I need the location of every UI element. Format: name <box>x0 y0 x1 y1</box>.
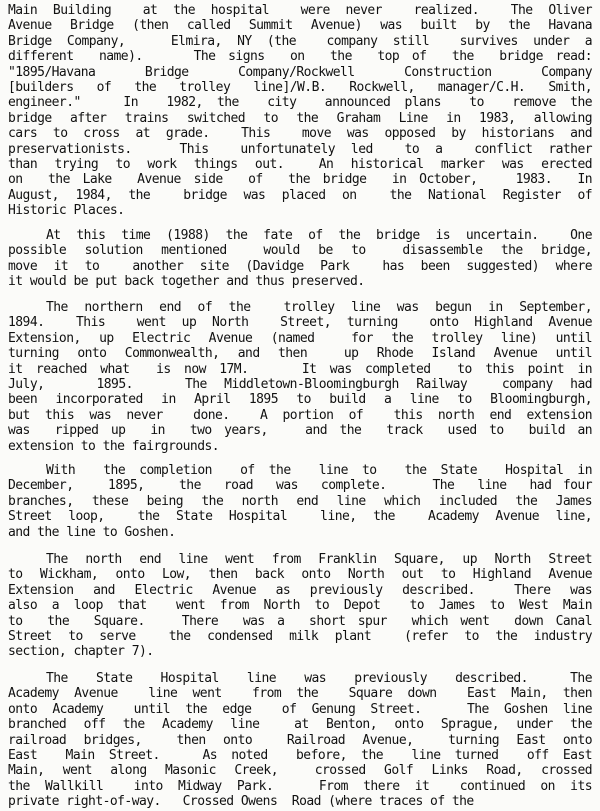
text-line: move it to another site (Davidge Park has been suggested) where <box>8 258 592 274</box>
text-line: "1895/Havana Bridge Company/Rockwell Construction Company <box>8 64 592 80</box>
paragraph <box>8 463 592 540</box>
text-line: branches, these being the north end line which included the James <box>8 493 592 509</box>
text-line: East Main Street. As noted before, the line turned off East <box>8 747 592 763</box>
text-line: private right-of-way. Crossed Owens Road (where traces of the <box>8 794 474 810</box>
text-line: extension to the fairgrounds. <box>8 438 220 454</box>
text-line: possible solution mentioned would be to disassemble the bridge, <box>8 243 592 259</box>
paragraph <box>8 671 592 810</box>
text-line: Extension, up Electric Avenue (named for the trolley line) until <box>8 330 592 346</box>
text-line: been incorporated in April 1895 to build a line to Bloomingburgh, <box>8 392 592 408</box>
text-line: December, 1895, the road was complete. The line had four <box>8 478 592 494</box>
text-line: [builders of the trolley line]/W.B. Rockwell, manager/C.H. Smith, <box>8 79 592 95</box>
text-line: 1894. This went up North Street, turning onto Highland Avenue <box>8 315 592 331</box>
text-line: Street to serve the condensed milk plant (refer to the industry <box>8 628 592 644</box>
text-line: Extension and Electric Avenue as previously described. There was <box>8 582 592 598</box>
text-line: July, 1895. The Middletown-Bloomingburgh Railway company had <box>8 376 592 392</box>
text-line: turning onto Commonwealth, and then up Rhode Island Avenue until <box>8 346 592 362</box>
text-line: than trying to work things out. An historical marker was erected <box>8 156 592 172</box>
text-line: it reached what is now 17M. It was completed to this point in <box>8 361 592 377</box>
text-line: onto Academy until the edge of Genung Street. The Goshen line <box>8 701 592 717</box>
text-line: Street loop, the State Hospital line, the Academy Avenue line, <box>8 509 592 525</box>
text-line: the Wallkill into Midway Park. From there it continued on its <box>8 778 592 794</box>
text-line: it would be put back together and thus preserved. <box>8 274 365 290</box>
text-line: August, 1984, the bridge was placed on the National Register of <box>8 187 592 203</box>
text-line: Bridge Company, Elmira, NY (the company still survives under a <box>8 33 592 49</box>
text-line: on the Lake Avenue side of the bridge in October, 1983. In <box>8 172 592 188</box>
text-line: and the line to Goshen. <box>8 524 176 540</box>
text-line: but this was never done. A portion of this north end extension <box>8 407 592 423</box>
text-line: section, chapter 7). <box>8 644 154 660</box>
text-line: branched off the Academy line at Benton, onto Sprague, under the <box>8 717 592 733</box>
paragraph <box>8 228 592 290</box>
text-line: The northern end of the trolley line was begun in September, <box>46 300 592 315</box>
text-line: Main Building at the hospital were never realized. The Oliver <box>8 3 592 18</box>
text-line: railroad bridges, then onto Railroad Avenue, turning East onto <box>8 732 592 748</box>
text-line: was ripped up in two years, and the track used to build an <box>8 423 592 439</box>
text-line: At this time (1988) the fate of the bridge is uncertain. One <box>46 228 592 243</box>
text-line: With the completion of the line to the State Hospital in <box>46 463 592 478</box>
text-line: preservationists. This unfortunately led to a conflict rather <box>8 141 592 157</box>
text-line: engineer." In 1982, the city announced plans to remove the <box>8 95 592 111</box>
text-line: Main, went along Masonic Creek, crossed Golf Links Road, crossed <box>8 763 592 779</box>
text-line: different name). The signs on the top of the bridge read: <box>8 49 592 65</box>
text-line: cars to cross at grade. This move was opposed by historians and <box>8 126 592 142</box>
text-line: bridge after trains switched to the Graham Line in 1983, allowing <box>8 110 592 126</box>
paragraph <box>8 552 592 660</box>
text-line: to Wickham, onto Low, then back onto North out to Highland Avenue <box>8 567 592 583</box>
text-line: The State Hospital line was previously described. The <box>46 671 592 686</box>
paragraph <box>8 300 592 454</box>
paragraph <box>8 3 592 218</box>
text-line: also a loop that went from North to Depot to James to West Main <box>8 598 592 614</box>
text-line: Historic Places. <box>8 203 125 219</box>
text-line: The north end line went from Franklin Square, up North Street <box>46 552 592 567</box>
text-line: Academy Avenue line went from the Square down East Main, then <box>8 686 592 702</box>
text-line: to the Square. There was a short spur which went down Canal <box>8 613 592 629</box>
text-line: Avenue Bridge (then called Summit Avenue) was built by the Havana <box>8 18 592 34</box>
